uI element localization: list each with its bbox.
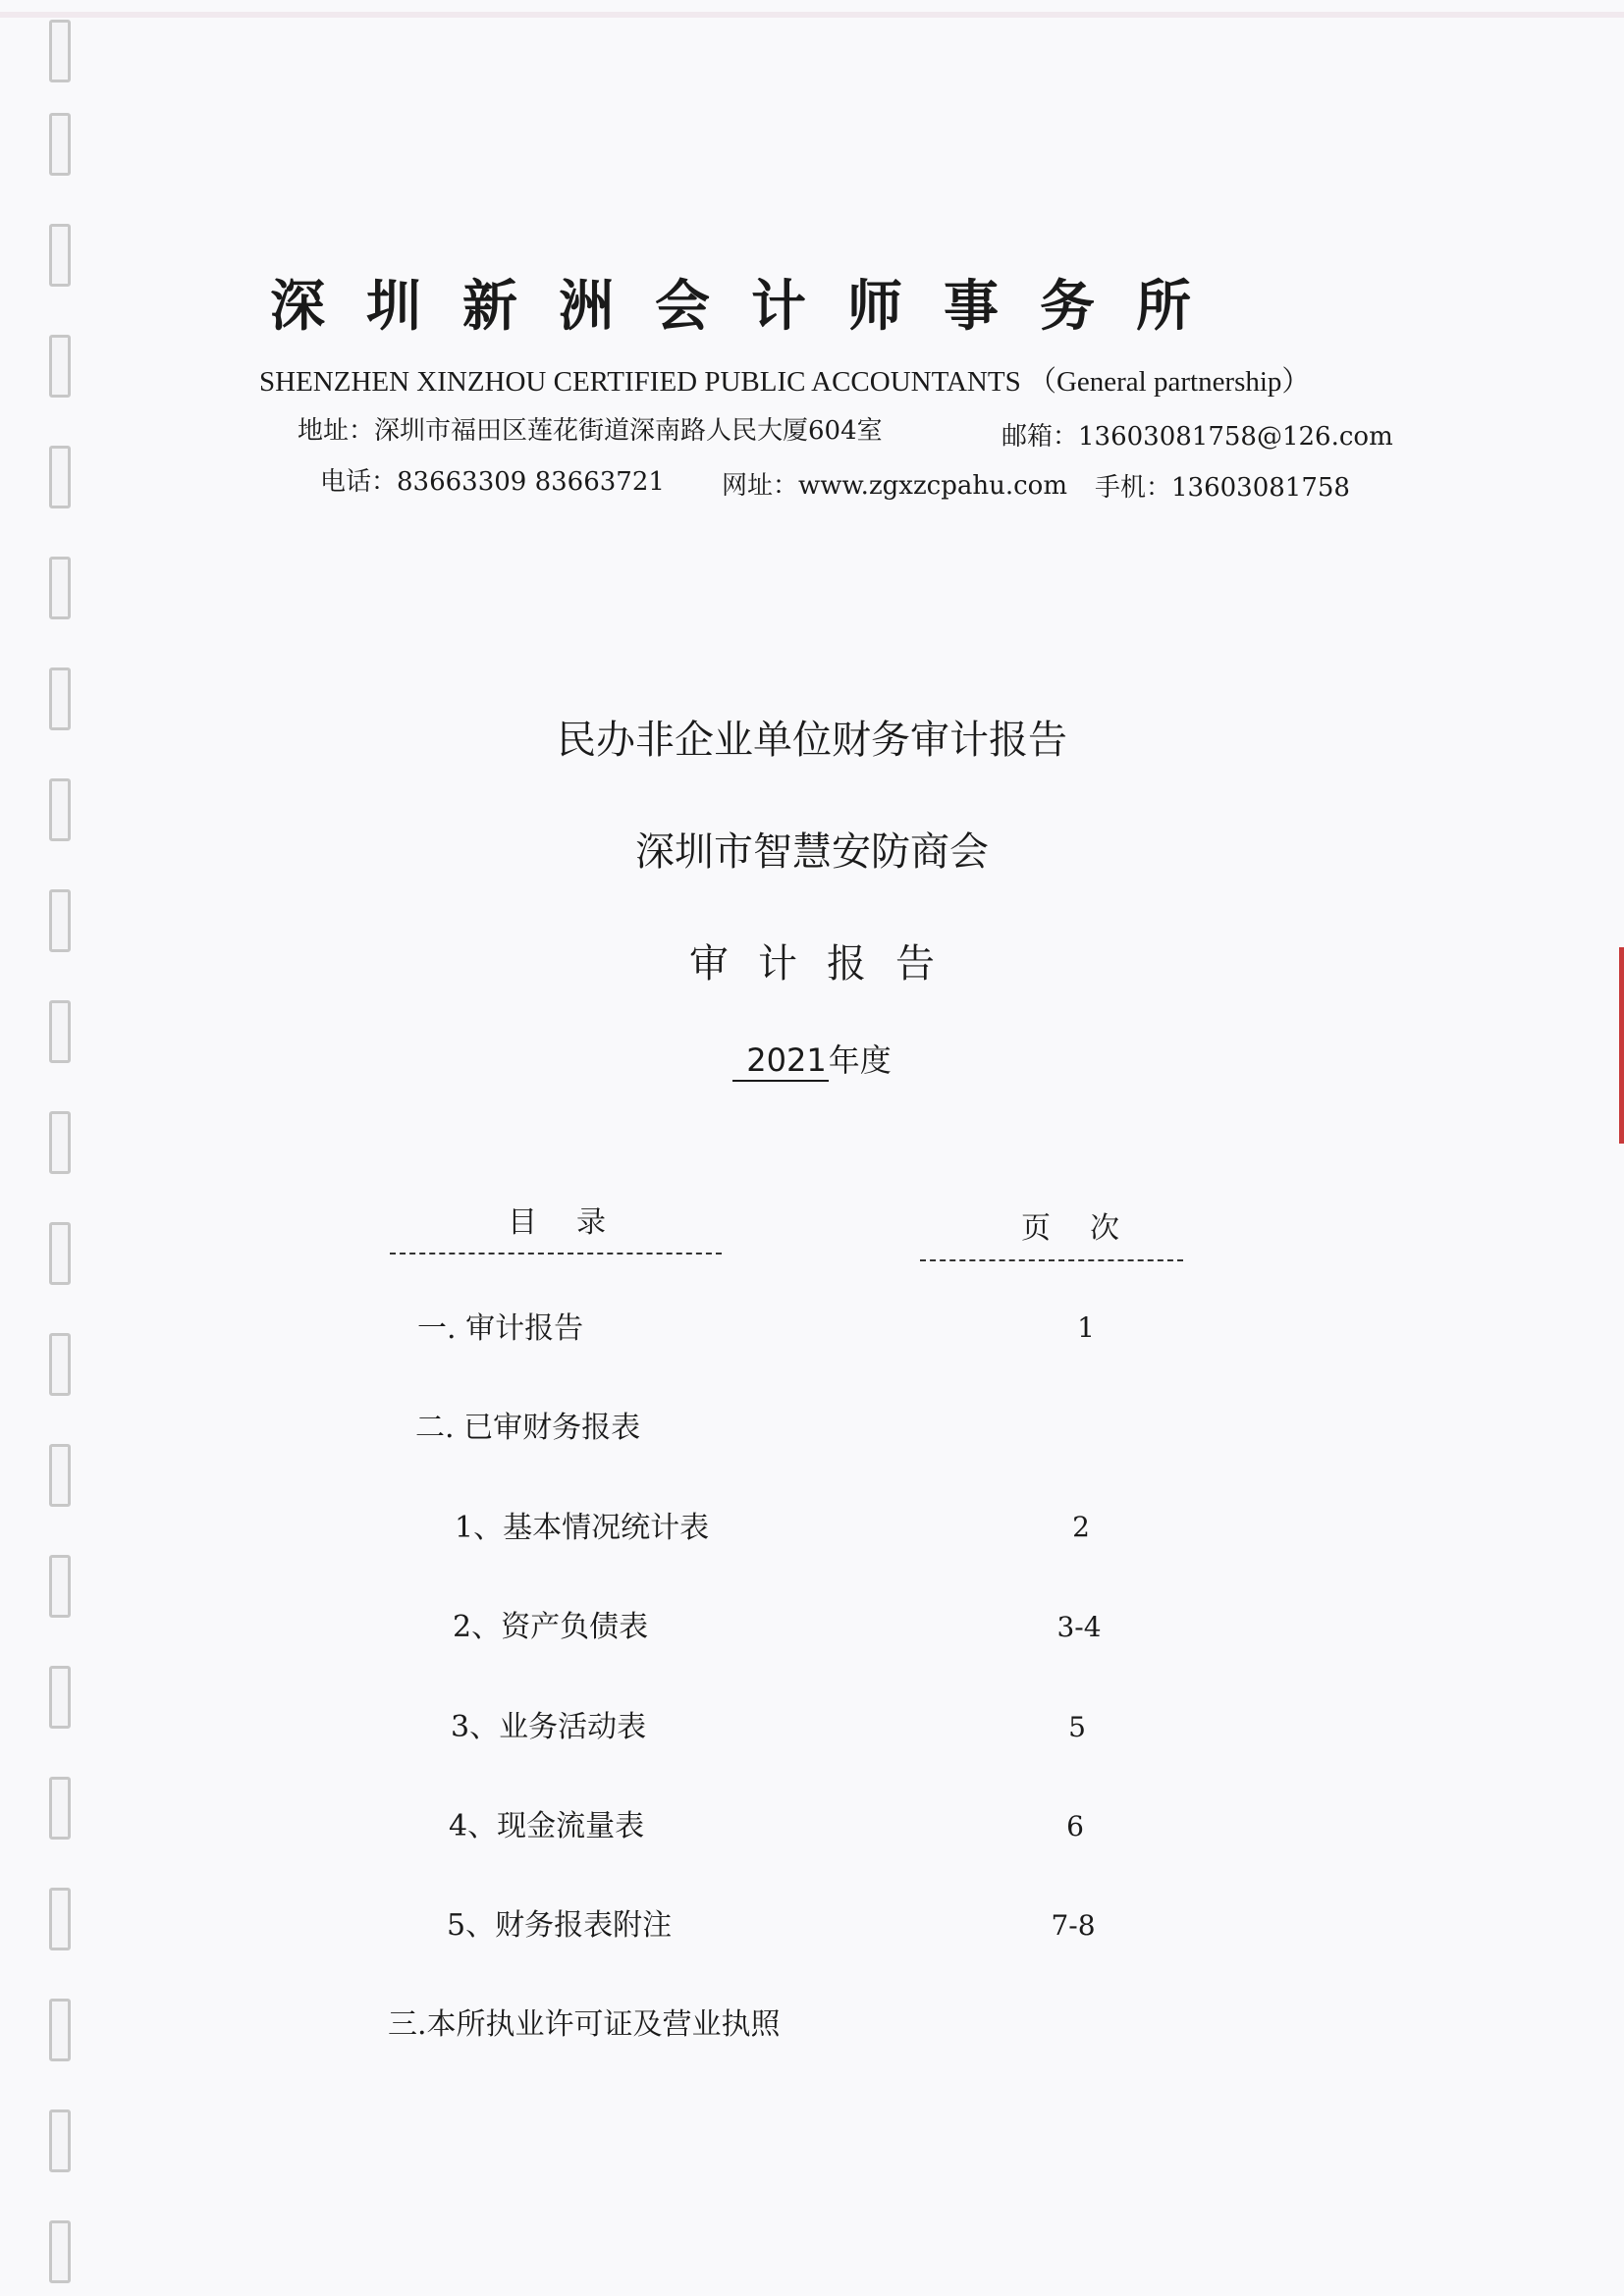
report-title: 审计报告	[689, 941, 964, 987]
toc-pages-divider	[920, 1259, 1183, 1261]
binding-hole	[49, 224, 71, 287]
firm-phone: 电话：83663309 83663721	[320, 467, 665, 497]
binding-hole	[49, 113, 71, 176]
toc-contents-divider	[390, 1253, 722, 1255]
toc-page-cash-flow: 6	[1066, 1810, 1084, 1842]
binding-holes	[49, 0, 79, 2296]
binding-hole	[49, 1555, 71, 1618]
toc-item-notes: 5、财务报表附注	[447, 1908, 673, 1943]
binding-hole	[49, 1333, 71, 1396]
toc-page-audit-report: 1	[1077, 1311, 1095, 1344]
firm-email: 邮箱：13603081758@126.com	[1001, 422, 1393, 452]
binding-hole	[49, 1999, 71, 2061]
toc-contents-header: 目录	[508, 1205, 645, 1240]
firm-mobile: 手机：13603081758	[1095, 473, 1350, 503]
toc-page-basic-statistics: 2	[1072, 1511, 1090, 1543]
report-category: 民办非企业单位财务审计报告	[557, 718, 1067, 763]
toc-item-audit-report: 一. 审计报告	[417, 1311, 584, 1346]
binding-hole	[49, 335, 71, 398]
toc-item-basic-statistics: 1、基本情况统计表	[455, 1511, 710, 1545]
toc-page-notes: 7-8	[1051, 1909, 1096, 1942]
toc-pages-header: 页次	[1021, 1211, 1159, 1246]
binding-hole	[49, 2220, 71, 2283]
toc-item-activity-statement: 3、业务活动表	[451, 1710, 647, 1744]
year-suffix: 年度	[828, 1041, 892, 1079]
binding-hole	[49, 446, 71, 508]
firm-address: 地址：深圳市福田区莲花街道深南路人民大厦604室	[298, 416, 883, 446]
firm-website: 网址：www.zgxzcpahu.com	[722, 471, 1067, 501]
binding-hole	[49, 2109, 71, 2172]
binding-hole	[49, 20, 71, 82]
firm-name-english: SHENZHEN XINZHOU CERTIFIED PUBLIC ACCOUNTANTS （General partnership）	[259, 366, 1311, 398]
toc-item-cash-flow: 4、现金流量表	[449, 1809, 645, 1843]
toc-item-balance-sheet: 2、资产负债表	[453, 1610, 649, 1644]
binding-hole	[49, 1888, 71, 1950]
binding-hole	[49, 1666, 71, 1729]
binding-hole	[49, 1444, 71, 1507]
year-value: 2021	[732, 1043, 828, 1082]
toc-item-financial-statements: 二. 已审财务报表	[415, 1411, 641, 1445]
page-top-edge	[0, 12, 1624, 18]
binding-hole	[49, 557, 71, 619]
firm-name-chinese: 深圳新洲会计师事务所	[270, 275, 1232, 339]
organization-name: 深圳市智慧安防商会	[635, 829, 989, 875]
binding-hole	[49, 1111, 71, 1174]
binding-hole	[49, 1222, 71, 1285]
toc-page-activity-statement: 5	[1068, 1711, 1086, 1743]
report-year	[0, 1036, 1624, 1082]
toc-item-licenses: 三.本所执业许可证及营业执照	[388, 2007, 781, 2042]
toc-page-balance-sheet: 3-4	[1056, 1611, 1102, 1643]
binding-hole	[49, 1777, 71, 1840]
